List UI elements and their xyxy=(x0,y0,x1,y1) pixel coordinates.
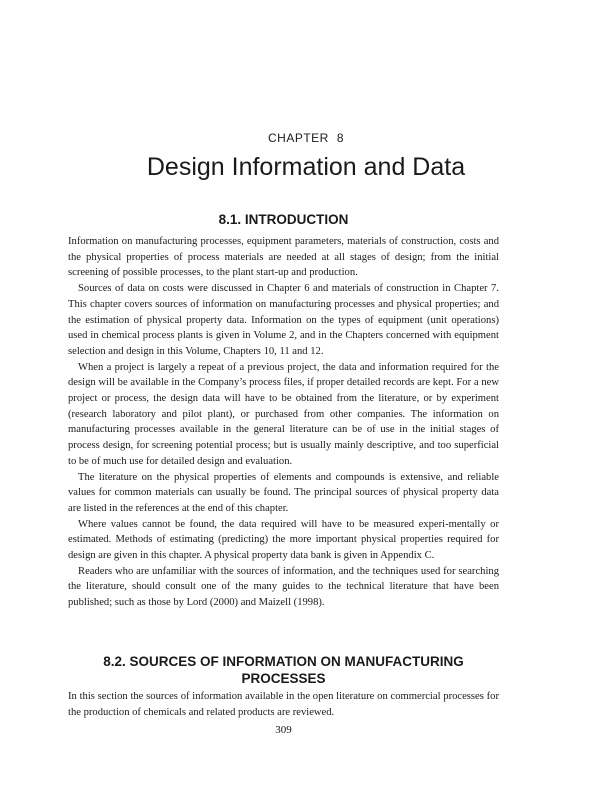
paragraph: Information on manufacturing processes, equipment parameters, materials of construction, costs and the physical properties of process materials are needed at all stages of design; from the initial screening of possible processes, to the plant start-up and production. xyxy=(68,236,499,279)
paragraph: In this section the sources of information available in the open literature on commercial processes for the production of chemicals and related products are reviewed. xyxy=(68,691,499,718)
chapter-label xyxy=(0,131,612,145)
paragraph: Sources of data on costs were discussed in Chapter 6 and materials of construction in Chapter 7. This chapter covers sources of information on manufacturing processes and physical properties; and the estimation of physical property data. Information on the types of equipment (unit operations) used in chemical process plants is given in Volume 2, and in the Chapters concerned with equipment selection and design in this Volume, Chapters 10, 11 and 12. xyxy=(68,283,499,357)
paragraph: When a project is largely a repeat of a previous project, the data and information required for the design will be available in the Company’s process files, if proper detailed records are kept. For a new project or process, the design data will have to be obtained from the literature, or by experiment (research laboratory and pilot plant), or purchased from other companies. The information on manufacturing processes available in the general literature can be of use in the initial stages of process design, for screening potential process; but is usually mainly descriptive, and too superficial to be of much use for detailed design and evaluation. xyxy=(68,361,499,467)
chapter-title: Design Information and Data xyxy=(146,153,466,181)
chapter-label-text: CHAPTER xyxy=(267,131,329,145)
section-heading-sources xyxy=(68,653,499,687)
sources-body xyxy=(68,689,499,720)
section-heading-line: PROCESSES xyxy=(241,671,326,686)
paragraph: The literature on the physical properties of elements and compounds is extensive, and reliable values for common materials can usually be found. The principal sources of physical property data are listed in the references at the end of this chapter. xyxy=(68,471,499,514)
page-number: 309 xyxy=(275,724,292,736)
introduction-body xyxy=(68,234,499,611)
section-heading-line: 8.2. SOURCES OF INFORMATION ON MANUFACTURING xyxy=(103,654,464,669)
paragraph: Where values cannot be found, the data required will have to be measured experi-mentally or estimated. Methods of estimating (predicting) the more important physical properties required for design are given in this chapter. A physical property data bank is given in Appendix C. xyxy=(68,518,499,562)
paragraph: Readers who are unfamiliar with the sources of information, and the techniques used for searching the literature, should consult one of the many guides to the technical literature that have been published; such as those by Lord (2000) and Maizell (1998). xyxy=(68,565,499,609)
section-heading-introduction: 8.1. INTRODUCTION xyxy=(218,212,349,227)
chapter-number: 8 xyxy=(336,131,345,145)
